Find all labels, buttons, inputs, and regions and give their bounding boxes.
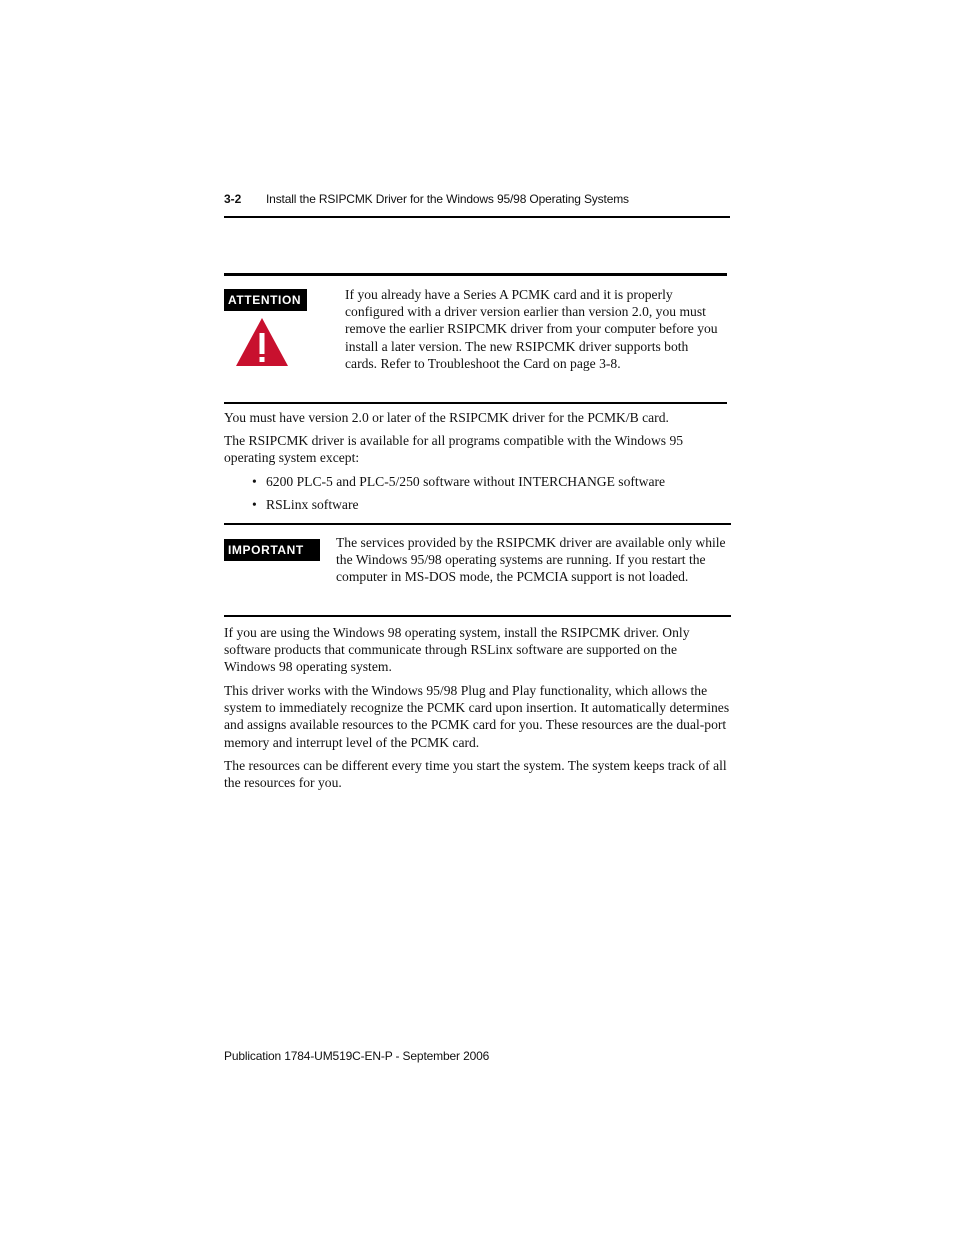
- page-number: 3-2: [224, 192, 242, 206]
- paragraph-plug-and-play: This driver works with the Windows 95/98 Plug and Play functionality, which allows the system to immediately recognize the PCMK card upon insertion. It automatically determines and assigns available resources to the PCMK card for you. These resources are the dual-port memory and interrupt level of the PCMK card.: [224, 683, 730, 750]
- attention-box: [224, 273, 727, 404]
- attention-label: ATTENTION: [224, 289, 307, 311]
- important-text: The services provided by the RSIPCMK driver are available only while the Windows 95/98 operating systems are running. If you restart the computer in MS-DOS mode, the PCMCIA support is not loaded.: [336, 535, 726, 585]
- paragraph-windows98: If you are using the Windows 98 operating system, install the RSIPCMK driver. Only software products that communicate through RSLinx software are supported on the Windows 98 operating system.: [224, 625, 690, 675]
- bullet-symbol: •: [252, 474, 257, 489]
- paragraph-version-requirement: You must have version 2.0 or later of the RSIPCMK driver for the PCMK/B card.: [224, 410, 669, 425]
- list-item-text: RSLinx software: [266, 497, 359, 512]
- page-header: [224, 192, 730, 218]
- bullet-symbol: •: [252, 497, 257, 512]
- chapter-title: Install the RSIPCMK Driver for the Windows 95/98 Operating Systems: [266, 192, 629, 206]
- publication-footer: Publication 1784-UM519C-EN-P - September 2006: [224, 1049, 490, 1063]
- warning-triangle-icon: [234, 316, 290, 368]
- paragraph-resources: The resources can be different every time you start the system. The system keeps track of all the resources for you.: [224, 758, 727, 791]
- paragraph-compatibility: The RSIPCMK driver is available for all programs compatible with the Windows 95 operating system except:: [224, 433, 684, 466]
- list-item-text: 6200 PLC-5 and PLC-5/250 software without INTERCHANGE software: [266, 474, 666, 489]
- attention-text: If you already have a Series A PCMK card and it is properly configured with a driver version earlier than version 2.0, you must remove the earlier RSIPCMK driver from your computer before you install a later version. The new RSIPCMK driver supports both cards. Refer to Troubleshoot the Card on page 3-8.: [345, 287, 718, 371]
- important-box: [224, 523, 731, 617]
- important-label: IMPORTANT: [224, 539, 320, 561]
